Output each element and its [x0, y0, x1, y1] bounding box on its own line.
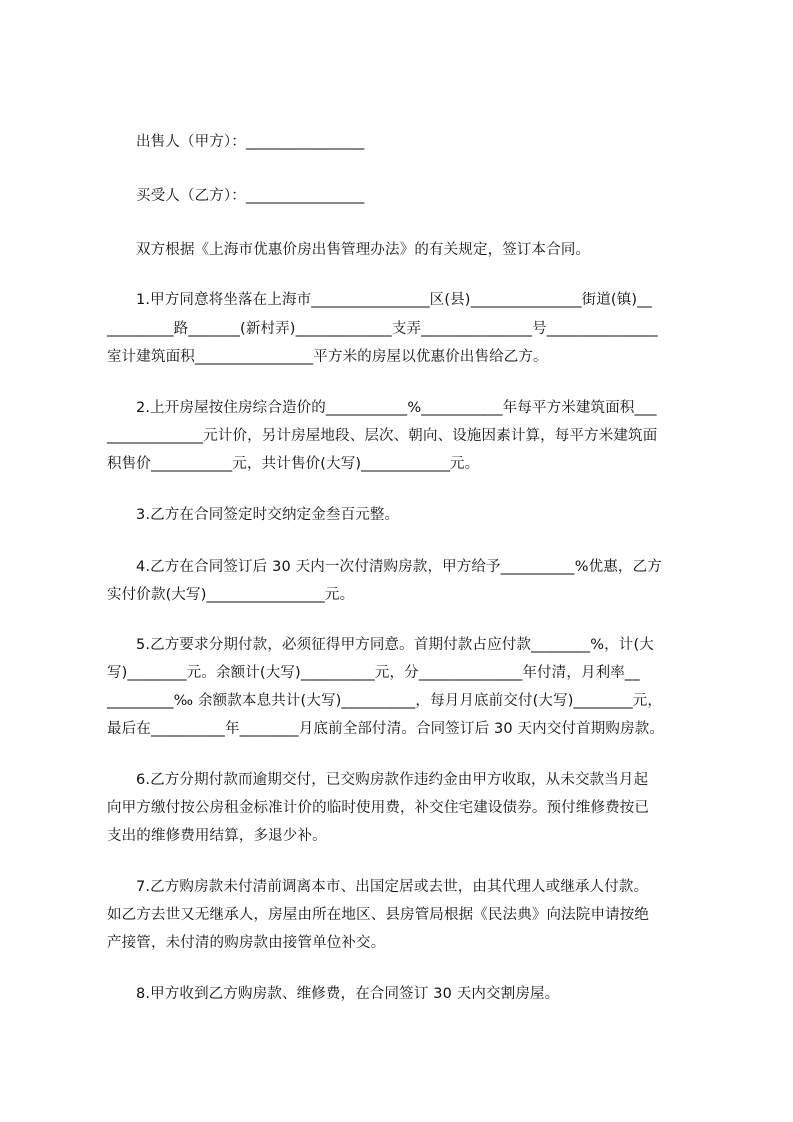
- clause-6-line-2: 向甲方缴付按公房租金标准计价的临时使用费，补交住宅建设债券。预付维修费按已: [107, 800, 650, 816]
- clause-6-line-3: 支出的维修费用结算，多退少补。: [107, 828, 327, 844]
- clause-2-line-1: 2.上开房屋按住房综合造价的___________%___________年每平方米建筑面积___: [136, 400, 657, 416]
- clause-1-line-2: _________路_______(新村弄)_____________支弄_______________号_______________: [107, 321, 658, 337]
- clause-3-line-1: 3.乙方在合同签定时交纳定金叁百元整。: [136, 507, 400, 523]
- clause-4-line-2: 实付价款(大写)________________元。: [107, 587, 355, 603]
- clause-1-line-3: 室计建筑面积________________平方米的房屋以优惠价出售给乙方。: [107, 349, 548, 365]
- clause-7-line-2: 如乙方去世又无继承人，房屋由所在地区、县房管局根据《民法典》向法院申请按绝: [107, 907, 650, 923]
- clause-5-line-2: 写)________元。余额计(大写)__________元，分______________年付清，月利率__: [107, 665, 640, 681]
- clause-5-line-4: 最后在__________年________月底前全部付清。合同签订后 30 天内交付首期购房款。: [107, 721, 665, 737]
- clause-6-line-1: 6.乙方分期付款而逾期交付，已交购房款作违约金由甲方收取，从未交款当月起: [136, 772, 649, 788]
- clause-5-line-1: 5.乙方要求分期付款，必须征得甲方同意。首期付款占应付款________%，计(大: [136, 637, 654, 653]
- clause-2-line-2: _____________元计价，另计房屋地段、层次、朝向、设施因素计算，每平方米建筑面: [107, 428, 658, 444]
- clause-5-line-3: _________‰ 余额款本息共计(大写)__________，每月月底前交付(大写)________元，: [107, 693, 663, 709]
- clause-2-line-3: 积售价___________元，共计售价(大写)____________元。: [107, 456, 480, 472]
- clause-1-line-1: 1.甲方同意将坐落在上海市________________区(县)_______________街道(镇)__: [136, 292, 652, 308]
- seller-line: 出售人（甲方）：________________: [136, 134, 365, 150]
- clause-4-line-1: 4.乙方在合同签订后 30 天内一次付清购房款，甲方给予__________%优惠，乙方: [136, 559, 662, 575]
- intro-paragraph: 双方根据《上海市优惠价房出售管理办法》的有关规定，签订本合同。: [136, 242, 591, 258]
- clause-7-line-1: 7.乙方购房款未付清前调离本市、出国定居或去世，由其代理人或继承人付款。: [136, 879, 649, 895]
- clause-8-line-1: 8.甲方收到乙方购房款、维修费，在合同签订 30 天内交割房屋。: [136, 986, 560, 1002]
- clause-7-line-3: 产接管，未付清的购房款由接管单位补交。: [107, 935, 386, 951]
- buyer-line: 买受人（乙方）：________________: [136, 188, 365, 204]
